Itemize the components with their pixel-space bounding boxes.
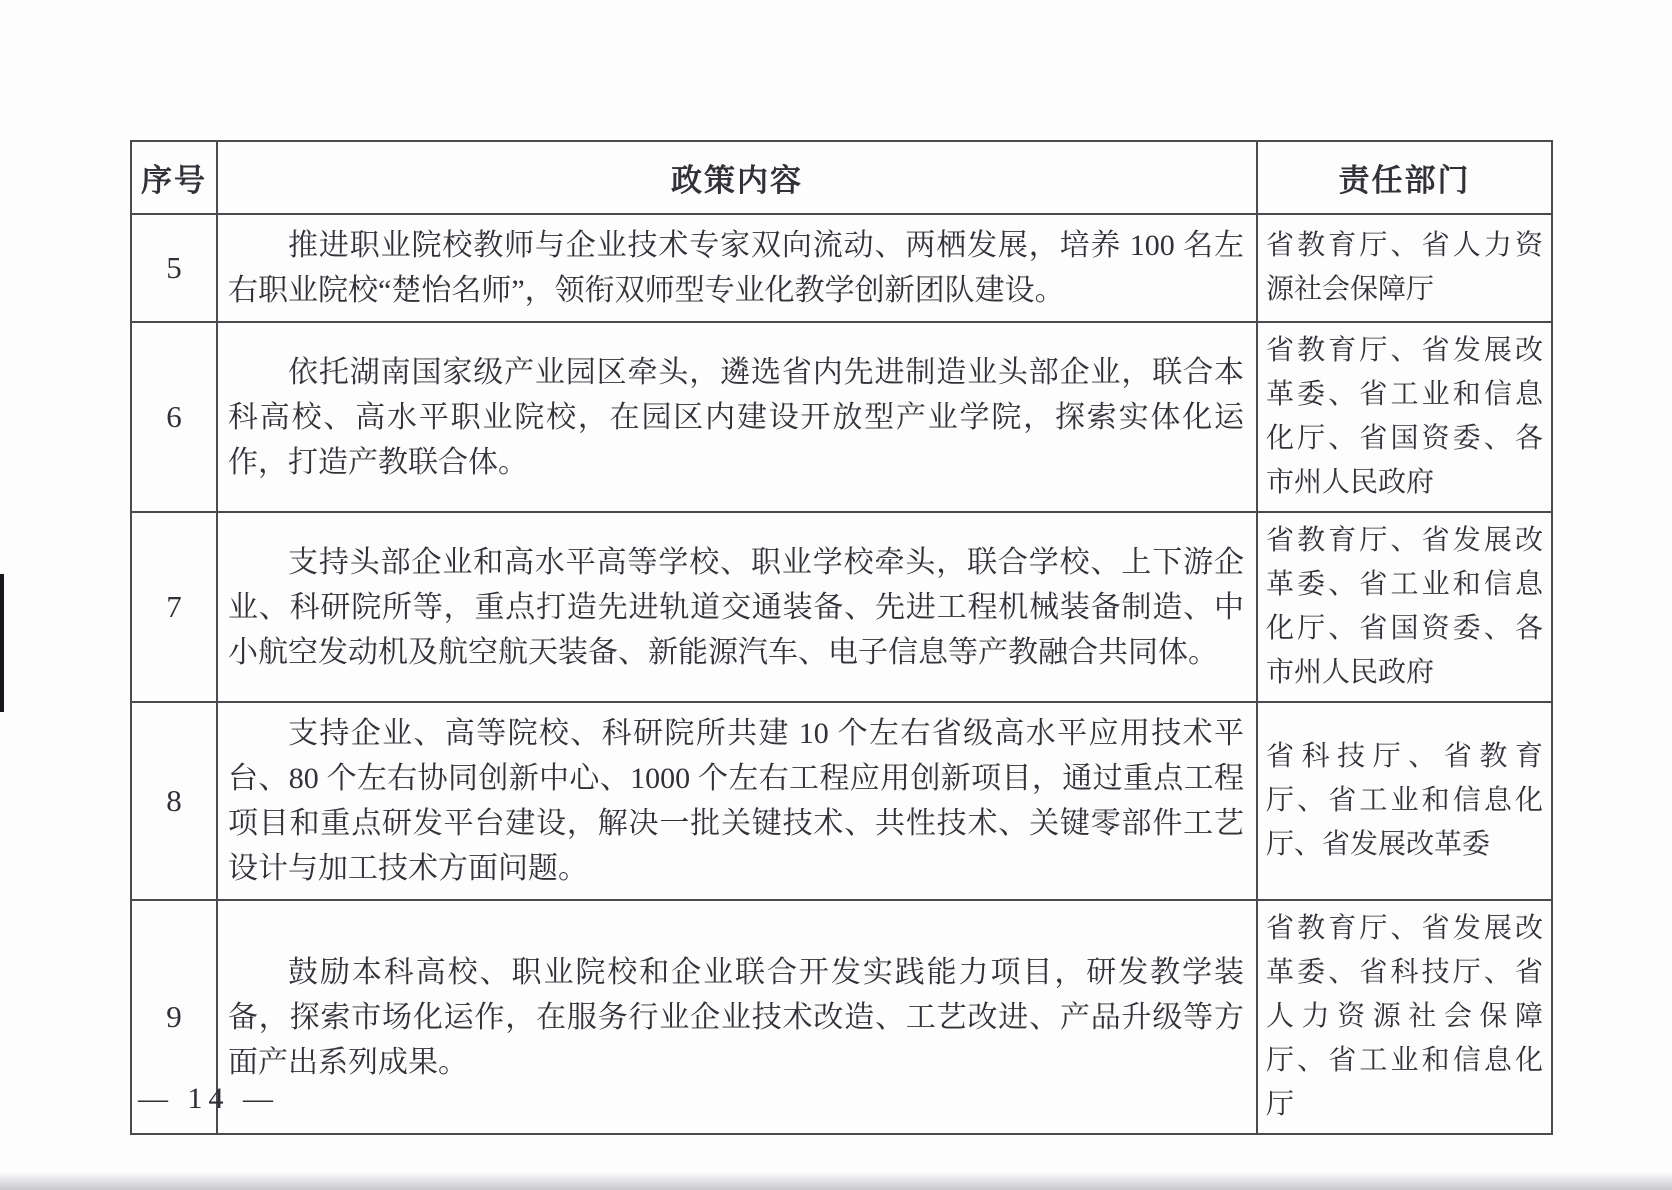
row-number: 6 [131, 322, 217, 512]
policy-content: 支持企业、高等院校、科研院所共建 10 个左右省级高水平应用技术平台、80 个左右协同创新中心、1000 个左右工程应用创新项目，通过重点工程项目和重点研发平台建设，解决一批关键技术、共性技术、关键零部件工艺设计与加工技术方面问题。 [217, 702, 1257, 900]
responsible-department: 省教育厅、省发展改革委、省科技厅、省人力资源社会保障厅、省工业和信息化厅 [1257, 900, 1552, 1134]
responsible-department: 省教育厅、省发展改革委、省工业和信息化厅、省国资委、各市州人民政府 [1257, 322, 1552, 512]
col-header-content: 政策内容 [217, 141, 1257, 214]
table-header-row [131, 141, 1552, 214]
policy-content: 支持头部企业和高水平高等学校、职业学校牵头，联合学校、上下游企业、科研院所等，重点打造先进轨道交通装备、先进工程机械装备制造、中小航空发动机及航空航天装备、新能源汽车、电子信息等产教融合共同体。 [217, 512, 1257, 702]
table-row [131, 322, 1552, 512]
scan-artifact-bottom-band [0, 1172, 1672, 1190]
responsible-department: 省教育厅、省人力资源社会保障厅 [1257, 214, 1552, 322]
responsible-department: 省科技厅、省教育厅、省工业和信息化厅、省发展改革委 [1257, 702, 1552, 900]
col-header-number: 序号 [131, 141, 217, 214]
table-row [131, 900, 1552, 1134]
page-number: — 14 — [138, 1082, 279, 1115]
table-row [131, 702, 1552, 900]
col-header-department: 责任部门 [1257, 141, 1552, 214]
policy-content: 依托湖南国家级产业园区牵头，遴选省内先进制造业头部企业，联合本科高校、高水平职业院校，在园区内建设开放型产业学院，探索实体化运作，打造产教联合体。 [217, 322, 1257, 512]
responsible-department: 省教育厅、省发展改革委、省工业和信息化厅、省国资委、各市州人民政府 [1257, 512, 1552, 702]
row-number: 9 [131, 900, 217, 1134]
policy-content: 鼓励本科高校、职业院校和企业联合开发实践能力项目，研发教学装备，探索市场化运作，在服务行业企业技术改造、工艺改进、产品升级等方面产出系列成果。 [217, 900, 1257, 1134]
row-number: 8 [131, 702, 217, 900]
row-number: 5 [131, 214, 217, 322]
policy-content: 推进职业院校教师与企业技术专家双向流动、两栖发展，培养 100 名左右职业院校“楚怡名师”，领衔双师型专业化教学创新团队建设。 [217, 214, 1257, 322]
table-row [131, 214, 1552, 322]
table-row [131, 512, 1552, 702]
policy-table [130, 140, 1553, 1135]
scan-artifact-left-bar [0, 574, 4, 712]
row-number: 7 [131, 512, 217, 702]
